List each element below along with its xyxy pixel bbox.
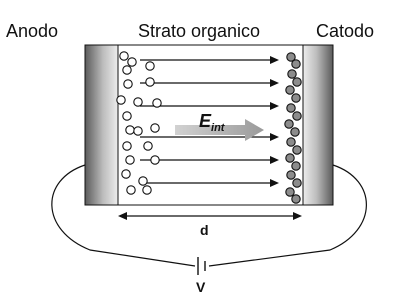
hole	[153, 99, 161, 107]
electron	[293, 179, 301, 187]
hole	[127, 186, 135, 194]
electron	[286, 188, 294, 196]
hole	[146, 62, 154, 70]
field-symbol: $E_{int}$	[199, 111, 225, 134]
hole	[128, 58, 136, 66]
hole	[151, 156, 159, 164]
hole	[144, 142, 152, 150]
electron	[293, 112, 301, 120]
electron	[288, 70, 296, 78]
hole	[126, 126, 134, 134]
electron	[292, 195, 300, 203]
cathode-label: Catodo	[316, 21, 375, 41]
electron	[287, 104, 295, 112]
hole	[134, 127, 142, 135]
hole	[126, 156, 134, 164]
cathode-electrode	[303, 45, 333, 205]
electron	[292, 162, 300, 170]
dimension-arrowhead-right	[293, 212, 302, 220]
hole	[123, 112, 131, 120]
electron	[286, 154, 294, 162]
thickness-dimension	[118, 212, 302, 238]
electron	[286, 86, 294, 94]
hole	[117, 96, 125, 104]
anode-electrode	[85, 45, 118, 205]
hole	[123, 142, 131, 150]
electron	[285, 120, 293, 128]
electron	[291, 128, 299, 136]
organic-layer-label: Strato organico	[138, 21, 261, 41]
electron	[292, 60, 300, 68]
hole	[146, 78, 154, 86]
anode-label: Anodo	[6, 21, 59, 41]
electron	[287, 138, 295, 146]
electron	[293, 78, 301, 86]
hole	[122, 170, 130, 178]
hole	[134, 98, 142, 106]
electron	[287, 171, 295, 179]
voltage-label: V	[196, 279, 206, 295]
thickness-label: d	[200, 222, 209, 238]
hole	[151, 124, 159, 132]
hole	[143, 186, 151, 194]
electron	[293, 146, 301, 154]
hole	[123, 66, 131, 74]
hole	[124, 80, 132, 88]
hole	[120, 52, 128, 60]
dimension-arrowhead-left	[118, 212, 127, 220]
hole	[139, 177, 147, 185]
electron	[292, 94, 300, 102]
